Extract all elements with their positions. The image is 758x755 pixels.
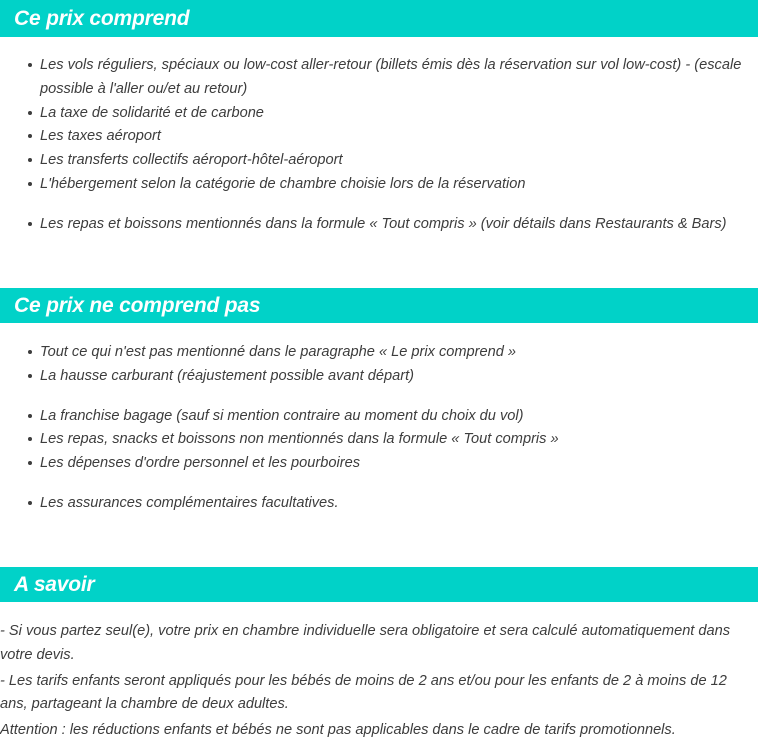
exclusions-list [0, 341, 758, 516]
list-item [0, 405, 758, 429]
bullet-dot-icon [28, 158, 32, 162]
bullet-dot-icon [28, 461, 32, 465]
bullet-dot-icon [28, 374, 32, 378]
list-item-text: Les taxes aéroport [40, 128, 161, 145]
list-item [0, 341, 758, 365]
list-item-text: Les repas, snacks et boissons non mentionnés dans la formule « Tout compris » [40, 431, 559, 448]
bullet-dot-icon [28, 222, 32, 226]
list-item [0, 452, 758, 476]
list-item-text: Tout ce qui n'est pas mentionné dans le paragraphe « Le prix comprend » [40, 344, 517, 360]
bullet-dot-icon [28, 437, 32, 441]
bullet-dot-icon [28, 111, 32, 115]
list-item-text: La taxe de solidarité et de carbone [40, 104, 264, 121]
list-item-text: Les dépenses d'ordre personnel et les pourboires [40, 455, 361, 472]
list-item [0, 428, 758, 452]
list-item [0, 213, 758, 237]
list-item-text: Les assurances complémentaires facultatives. [40, 494, 339, 511]
a-savoir-body [0, 620, 758, 745]
list-item [0, 149, 758, 173]
paragraph-attention: Attention : les réductions enfants et bébés ne sont pas applicables dans le cadre de tarifs promotionnels. [0, 722, 676, 739]
inclusions-list [0, 54, 758, 237]
list-item-text: Les transferts collectifs aéroport-hôtel-aéroport [40, 152, 343, 169]
paragraph: - Si vous partez seul(e), votre prix en chambre individuelle sera obligatoire et sera calculé automatiquement dans votre devis. [0, 623, 731, 663]
list-item-text: Les repas et boissons mentionnés dans la formule « Tout compris » (voir détails dans Restaurants & Bars) [40, 215, 727, 232]
list-item [0, 173, 758, 197]
section-header-a-savoir [0, 567, 758, 602]
bullet-dot-icon [28, 414, 32, 418]
section-header-ce-prix-comprend [0, 0, 758, 37]
bullet-dot-icon [28, 63, 32, 67]
section-title: Ce prix comprend [14, 7, 190, 30]
bullet-dot-icon [28, 134, 32, 138]
list-item [0, 365, 758, 389]
list-item [0, 54, 758, 102]
list-item [0, 102, 758, 126]
list-item [0, 492, 758, 516]
bullet-dot-icon [28, 350, 32, 354]
paragraph: - Les tarifs enfants seront appliqués pour les bébés de moins de 2 ans et/ou pour les enfants de 2 à moins de 12 ans, partageant la chambre de deux adultes. [0, 672, 727, 713]
bullet-dot-icon [28, 501, 32, 505]
list-item-text: La franchise bagage (sauf si mention contraire au moment du choix du vol) [40, 407, 524, 424]
section-header-ce-prix-ne-comprend-pas [0, 288, 758, 323]
list-item-text: L'hébergement selon la catégorie de chambre choisie lors de la réservation [40, 175, 526, 192]
bullet-dot-icon [28, 182, 32, 186]
list-item-text: Les vols réguliers, spéciaux ou low-cost aller-retour (billets émis dès la réservation sur vol low-cost) - (escale possible à l'aller ou/et au retour) [40, 57, 742, 97]
section-title: Ce prix ne comprend pas [14, 294, 261, 317]
section-title: A savoir [14, 573, 95, 596]
list-item [0, 125, 758, 149]
list-item-text: La hausse carburant (réajustement possible avant départ) [40, 367, 414, 384]
